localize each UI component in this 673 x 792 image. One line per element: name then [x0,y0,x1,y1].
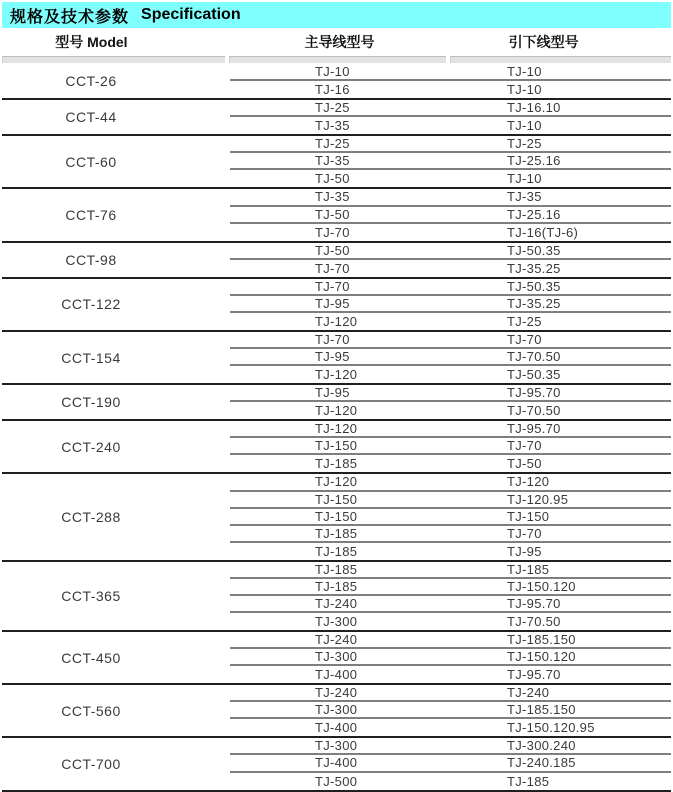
table-row [230,260,671,277]
main-conductor-value: TJ-35 [315,118,350,134]
down-conductor-value: TJ-185.150 [507,632,576,648]
table-row [230,649,671,666]
main-conductor-value: TJ-50 [315,171,350,187]
model-cell: CCT-450 [61,649,121,666]
table-row [230,474,671,491]
main-conductor-value: TJ-150 [315,508,358,524]
down-conductor-value: TJ-70.50 [507,613,561,629]
group-rows [230,136,671,187]
down-conductor-value: TJ-95.70 [507,667,561,683]
section-title-bar [2,2,671,28]
down-conductor-value: TJ-95.70 [507,385,561,401]
model-cell: CCT-190 [61,394,121,411]
model-cell: CCT-288 [61,509,121,526]
table-row [230,666,671,683]
down-conductor-value: TJ-70 [507,438,542,454]
model-group [2,332,671,385]
table-row [230,702,671,719]
table-row [230,509,671,526]
model-group [2,189,671,242]
down-conductor-value: TJ-35.25 [507,260,561,276]
main-conductor-value: TJ-300 [315,649,358,665]
table-row [230,526,671,543]
table-row [230,402,671,419]
model-group [2,562,671,632]
header-divider-segment [450,56,671,63]
main-conductor-value: TJ-185 [315,578,358,594]
down-conductor-value: TJ-10 [507,171,542,187]
main-conductor-value: TJ-95 [315,349,350,365]
down-conductor-value: TJ-150 [507,508,550,524]
main-conductor-value: TJ-400 [315,667,358,683]
group-rows [230,738,671,789]
main-conductor-value: TJ-185 [315,456,358,472]
down-conductor-value: TJ-150.120 [507,649,576,665]
group-rows [230,562,671,630]
model-group [2,632,671,685]
model-group [2,421,671,474]
down-conductor-value: TJ-150.120.95 [507,720,595,736]
group-rows [230,685,671,736]
table-row [230,492,671,509]
group-rows [230,632,671,683]
down-conductor-value: TJ-70.50 [507,349,561,365]
down-conductor-value: TJ-95.70 [507,595,561,611]
table-row [230,136,671,153]
group-rows [230,332,671,383]
main-conductor-value: TJ-70 [315,278,350,294]
table-row [230,313,671,330]
model-cell: CCT-76 [65,207,117,224]
table-row [230,296,671,313]
model-cell: CCT-60 [65,153,117,170]
table-row [230,543,671,560]
group-rows [230,189,671,240]
down-conductor-value: TJ-70 [507,331,542,347]
header-divider-segment [229,56,447,63]
section-title-zh: 规格及技术参数 [10,8,130,26]
down-conductor-value: TJ-50.35 [507,242,561,258]
table-row [230,562,671,579]
down-conductor-value: TJ-16(TJ-6) [507,224,579,240]
group-rows [230,474,671,559]
table-row [230,207,671,224]
down-conductor-value: TJ-185 [507,773,550,789]
main-conductor-value: TJ-150 [315,438,358,454]
column-header-down-conductor: 引下线型号 [508,34,579,50]
table-row [230,421,671,438]
down-conductor-value: TJ-35.25 [507,295,561,311]
main-conductor-value: TJ-16 [315,82,350,98]
model-group [2,279,671,332]
model-group [2,100,671,136]
table-row [230,755,671,772]
main-conductor-value: TJ-50 [315,242,350,258]
table-row [230,613,671,630]
main-conductor-value: TJ-35 [315,153,350,169]
main-conductor-value: TJ-300 [315,702,358,718]
table-row [230,579,671,596]
model-group [2,685,671,738]
model-cell: CCT-365 [61,587,121,604]
table-row [230,773,671,790]
main-conductor-value: TJ-35 [315,189,350,205]
model-cell: CCT-122 [61,296,121,313]
table-row [230,243,671,260]
main-conductor-value: TJ-70 [315,331,350,347]
down-conductor-value: TJ-50.35 [507,278,561,294]
down-conductor-value: TJ-70.50 [507,403,561,419]
main-conductor-value: TJ-150 [315,491,358,507]
down-conductor-value: TJ-70 [507,525,542,541]
down-conductor-value: TJ-10 [507,64,542,80]
down-conductor-value: TJ-35 [507,189,542,205]
down-conductor-value: TJ-300.240 [507,738,576,754]
main-conductor-value: TJ-240 [315,685,358,701]
table-row [230,738,671,755]
model-cell: CCT-700 [61,755,121,772]
table-row [230,153,671,170]
table-row [230,117,671,134]
down-conductor-value: TJ-120 [507,474,550,490]
table-row [230,685,671,702]
main-conductor-value: TJ-70 [315,224,350,240]
group-rows [230,385,671,419]
table-row [230,100,671,117]
group-rows [230,64,671,98]
table-row [230,632,671,649]
group-rows [230,279,671,330]
column-header-main-conductor: 主导线型号 [304,34,375,50]
group-rows [230,100,671,134]
model-group [2,136,671,189]
model-group [2,738,671,791]
table-row [230,385,671,402]
table-row [230,279,671,296]
model-cell: CCT-44 [65,109,117,126]
main-conductor-value: TJ-185 [315,525,358,541]
main-conductor-value: TJ-120 [315,313,358,329]
model-cell: CCT-240 [61,438,121,455]
model-cell: CCT-154 [61,349,121,366]
table-row [230,224,671,241]
down-conductor-value: TJ-10 [507,118,542,134]
down-conductor-value: TJ-120.95 [507,491,569,507]
model-group [2,474,671,561]
main-conductor-value: TJ-120 [315,421,358,437]
model-cell: CCT-98 [65,251,117,268]
model-group [2,243,671,279]
main-conductor-value: TJ-95 [315,295,350,311]
model-cell: CCT-26 [65,73,117,90]
table-row [230,170,671,187]
down-conductor-value: TJ-185 [507,561,550,577]
down-conductor-value: TJ-25 [507,313,542,329]
down-conductor-value: TJ-25.16 [507,206,561,222]
main-conductor-value: TJ-25 [315,136,350,152]
main-conductor-value: TJ-120 [315,367,358,383]
header-divider-bar [2,56,671,63]
main-conductor-value: TJ-120 [315,474,358,490]
down-conductor-value: TJ-240 [507,685,550,701]
down-conductor-value: TJ-150.120 [507,578,576,594]
group-rows [230,243,671,277]
down-conductor-value: TJ-185.150 [507,702,576,718]
main-conductor-value: TJ-300 [315,613,358,629]
table-row [230,366,671,383]
main-conductor-value: TJ-185 [315,543,358,559]
header-divider-segment [2,56,225,63]
section-title-en: Specification [141,6,241,23]
main-conductor-value: TJ-50 [315,206,350,222]
table-body [2,64,671,792]
table-row [230,438,671,455]
group-rows [230,421,671,472]
table-row [230,596,671,613]
main-conductor-value: TJ-10 [315,64,350,80]
down-conductor-value: TJ-25.16 [507,153,561,169]
table-row [230,719,671,736]
table-row [230,81,671,98]
main-conductor-value: TJ-400 [315,720,358,736]
table-row [230,64,671,81]
main-conductor-value: TJ-120 [315,403,358,419]
table-row [230,189,671,206]
table-row [230,455,671,472]
main-conductor-value: TJ-25 [315,100,350,116]
down-conductor-value: TJ-95 [507,543,542,559]
column-header-model: 型号 Model [55,34,128,50]
main-conductor-value: TJ-500 [315,773,358,789]
down-conductor-value: TJ-95.70 [507,421,561,437]
table-row [230,332,671,349]
down-conductor-value: TJ-50.35 [507,367,561,383]
main-conductor-value: TJ-240 [315,632,358,648]
table-header-row [2,28,671,56]
down-conductor-value: TJ-16.10 [507,100,561,116]
main-conductor-value: TJ-70 [315,260,350,276]
down-conductor-value: TJ-240.185 [507,755,576,771]
down-conductor-value: TJ-10 [507,82,542,98]
main-conductor-value: TJ-185 [315,561,358,577]
down-conductor-value: TJ-25 [507,136,542,152]
main-conductor-value: TJ-400 [315,755,358,771]
main-conductor-value: TJ-300 [315,738,358,754]
model-cell: CCT-560 [61,702,121,719]
main-conductor-value: TJ-240 [315,595,358,611]
main-conductor-value: TJ-95 [315,385,350,401]
down-conductor-value: TJ-50 [507,456,542,472]
table-row [230,349,671,366]
model-group [2,385,671,421]
model-group [2,64,671,100]
